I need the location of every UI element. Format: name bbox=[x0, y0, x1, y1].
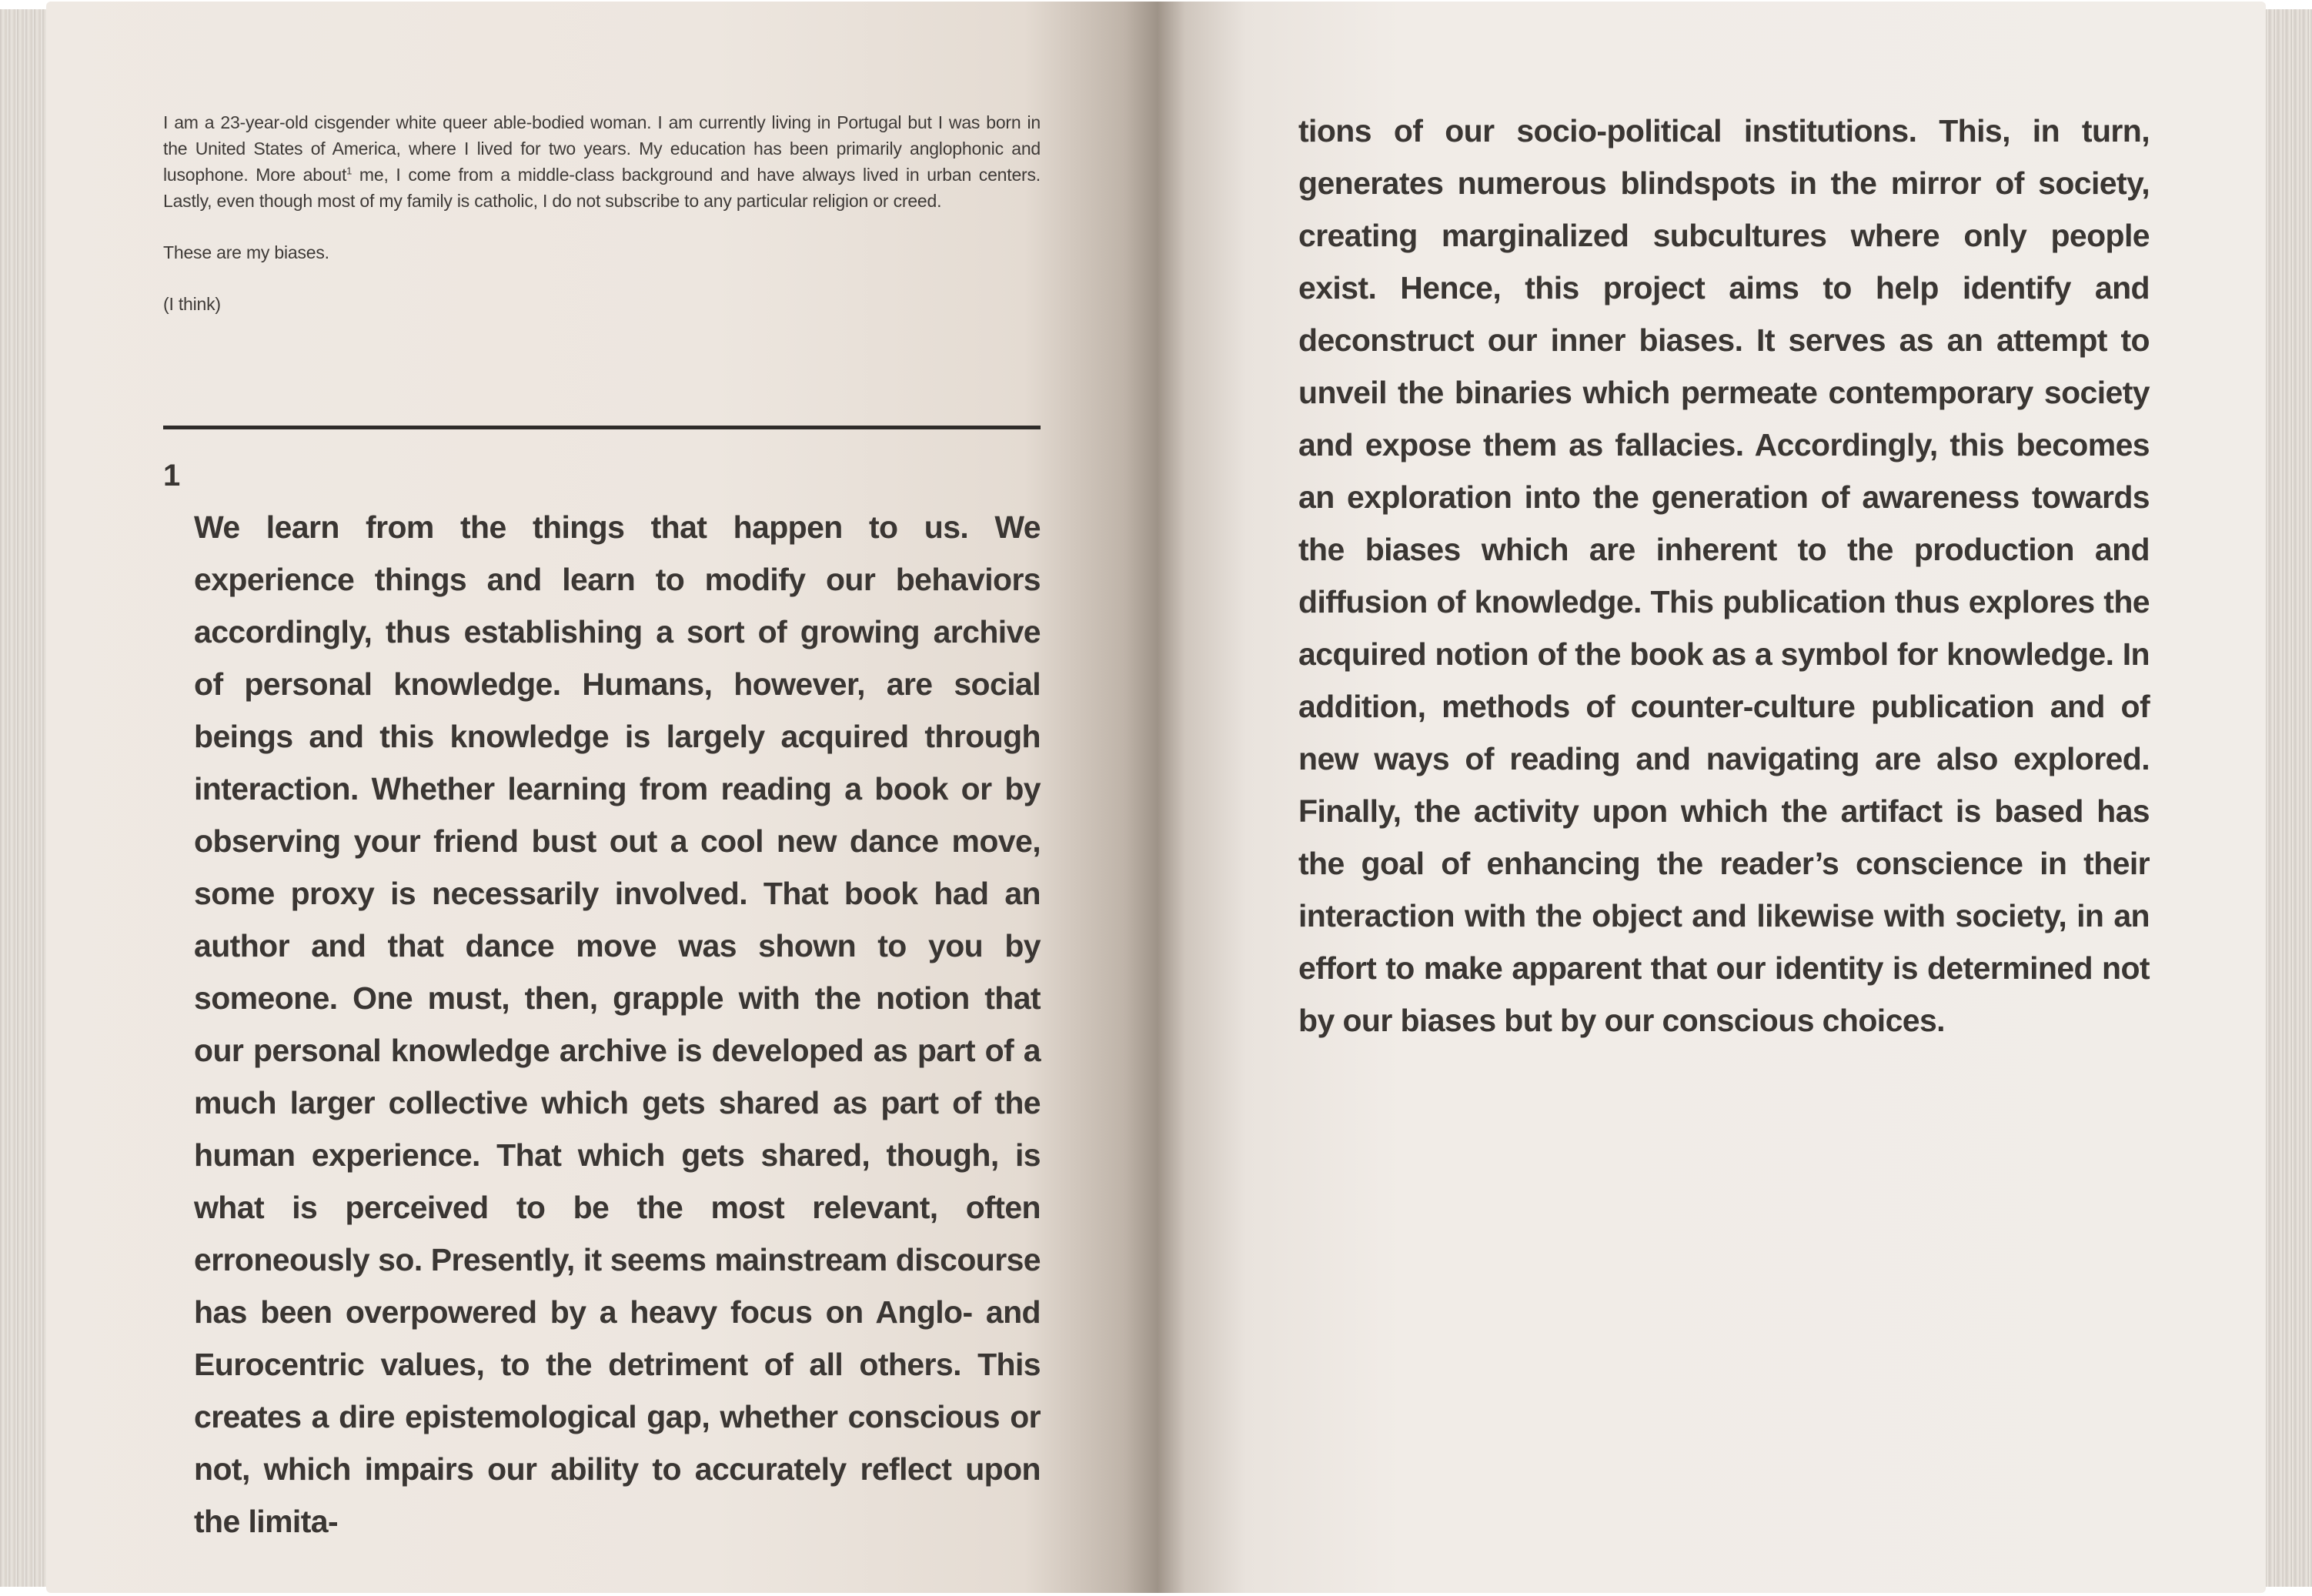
left-body-text: We learn from the things that happen to us. We experience things and learn to modify our behaviors accordingly, thus establishing a sort of growing archive of personal knowledge. Humans, however, are social beings and this knowledge is largely acquired through interaction. Whether learning from reading a book or by observing your friend bust out a cool new dance move, some proxy is necessarily involved. That book had an author and that dance move was shown to you by someone. One must, then, grapple with the notion that our personal knowledge archive is developed as part of a much larger collective which gets shared as part of the human experience. That which gets shared, though, is what is perceived to be the most relevant, often erroneously so. Presently, it seems mainstream discourse has been overpowered by a heavy focus on Anglo- and Eurocentric values, to the detriment of all others. This creates a dire epistemological gap, whether conscious or not, which impairs our ability to accurately reflect upon the limita- bbox=[194, 509, 1041, 1539]
biases-line: These are my biases. bbox=[163, 242, 329, 262]
section-number: 1 bbox=[163, 459, 181, 492]
right-page-edges bbox=[2258, 9, 2312, 1587]
left-page bbox=[46, 2, 1158, 1593]
right-page bbox=[1158, 2, 2266, 1593]
right-body-text: tions of our socio-political institutions. This, in turn, generates numerous blindspots in the mirror of society, creating marginalized subcultures where only people exist. Hence, this project aims to help identify and deconstruct our inner biases. It serves as an attempt to unveil the binaries which permeate contemporary society and expose them as fallacies. Accordingly, this becomes an exploration into the generation of awareness towards the biases which are inherent to the production and diffusion of knowledge. This publication thus explores the acquired notion of the book as a symbol for knowledge. In addition, methods of counter-culture publication and of new ways of reading and navigating are also explored. Finally, the activity upon which the artifact is based has the goal of enhancing the reader’s conscience in their interaction with the object and likewise with society, in an effort to make apparent that our identity is determined not by our biases but by our conscious choices. bbox=[1298, 113, 2150, 1038]
section-divider bbox=[163, 426, 1041, 429]
footnote-marker: 1 bbox=[346, 165, 352, 177]
intro-block bbox=[163, 109, 1041, 342]
intro-paragraph bbox=[163, 109, 1041, 214]
aside-line: (I think) bbox=[163, 294, 221, 314]
intro-paragraph-start: I am a 23-year-old cisgender white queer able-bodied woman. I am currently living in Portugal but I was born in the United States of America, where I lived for two years. My education has been primarily anglophonic and lusophone. More about bbox=[163, 112, 1041, 185]
intro-paragraph-end: me, I come from a middle-class background and have always lived in urban centers. Lastly, even though most of my family is catholic, I do not subscribe to any particular religion or creed. bbox=[163, 165, 1041, 211]
